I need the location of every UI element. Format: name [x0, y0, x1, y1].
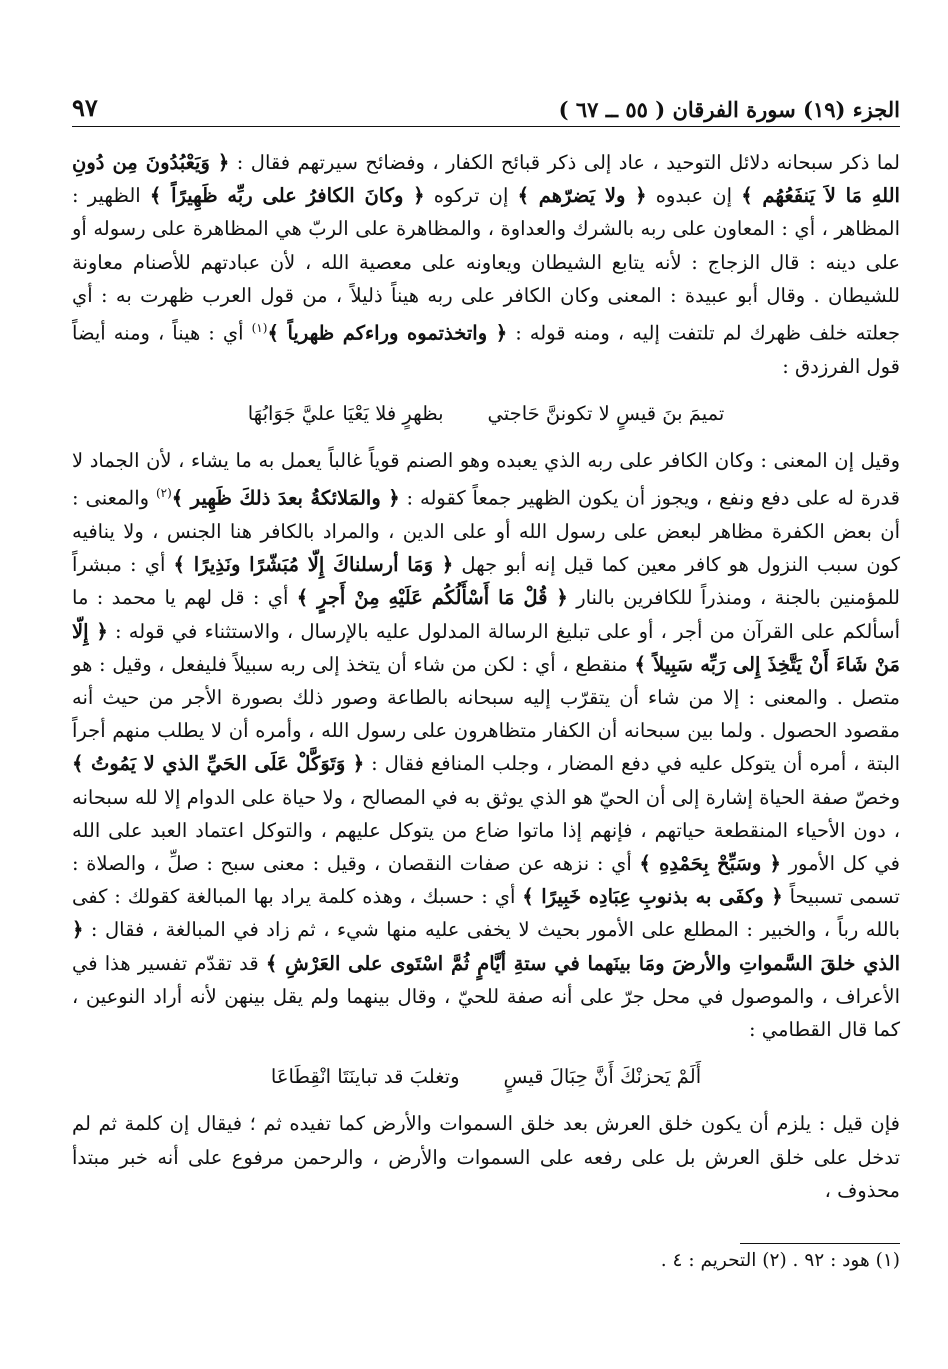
footnote-ref-1: (١): [251, 321, 268, 336]
text-run: أي : نزهه عن صفات النقصان ، وقيل : معنى سبح : صلِّ ، والصلاة : تسمى تسبيحاً: [72, 852, 900, 909]
paragraph-3: [72, 1107, 900, 1207]
text-run: أي : مبشراً للمؤمنين بالجنة ، ومنذراً للكافرين بالنار: [72, 553, 900, 610]
paragraph-2: [72, 444, 900, 1046]
verse-first-hemistich: أَلَمْ يَحزنْكَ أَنَّ حِبَالَ قيسٍ: [503, 1065, 702, 1089]
text-run: وقيل إن المعنى : وكان الكافر على ربه الذي يعبده وهو الصنم قوياً غالباً يعمل به ما يشاء ، لأن الجماد لا قدرة له على دفع ونفع ، ويجوز أن يكون الظهير جمعاً كقوله :: [72, 449, 900, 510]
quran-quote: ﴿ وسَبِّحْ بِحَمْدِهِ ﴾: [639, 852, 781, 876]
quran-quote: ﴿ إِلّا مَنْ شَاءَ أَنْ يَتَّخِذَ إِلى رَبِّه سَبِيلاً ﴾: [72, 619, 900, 676]
quran-quote: ﴿ الذي خلقَ السَّمواتِ والأرضَ ومَا بينَهما في ستةِ أيَّامٍ ثُمَّ اسْتَوى على العَرْشِ ﴾: [72, 918, 900, 975]
text-run: لما ذكر سبحانه دلائل التوحيد ، عاد إلى ذكر قبائح الكفار ، وفضائح سيرتهم فقال :: [229, 151, 900, 174]
footnote-separator: [740, 1243, 900, 1244]
quran-quote: ﴿ وَمَا أرسلناكَ إِلّا مُبَشّرًا ونَذِيرًا ﴾: [173, 553, 454, 577]
text-run: وخصّ صفة الحياة إشارة إلى أن الحيّ هو الذي يوثق به في المصالح ، ولا حياة على الدوام إلا لله سبحانه ، دون الأحياء المنقطعة حياتهم ، فإنهم إذا ماتوا ضاع من يتوكل عليهم ، والتوكل اعتماد العبد على الله في كل الأمور: [72, 785, 901, 876]
quran-quote: ﴿ وكفَى به بذنوبِ عِبَادِه خَبِيرًا ﴾: [522, 885, 783, 909]
text-run: قد تقدّم تفسير هذا في الأعراف ، والموصول في محل جرّ على أنه صفة للحيّ ، وقال بينهما ولم يقل بينهن لأنه أراد النوعين ، كما قال القطامي :: [72, 951, 900, 1042]
text-run: أي : حسبك ، وهذه كلمة يراد بها المبالغة كقولك : كفى بالله رباً ، والخبير : المطلع على الأمور بحيث لا يخفى عليه منها شيء ، ثم زاد في المبالغة ، فقال :: [72, 885, 900, 942]
quran-quote: ﴿ وَتَوَكَّلْ عَلَى الحَيِّ الذي لا يَمُوتُ ﴾: [72, 752, 365, 776]
footnote-ref-2: (٢): [155, 486, 172, 501]
quran-quote: ﴿ والمَلائكةُ بعدَ ذلكَ ظَهِير ﴾: [171, 486, 400, 510]
text-run: فإن قيل : يلزم أن يكون خلق العرش بعد خلق السموات والأرض كما تفيده ثم ؛ فيقال إن كلمة ثم لم تدخل على خلق العرش بل على رفعه على السموات والأرض ، والرحمن مرفوع على أنه خبر مبتدأ محذوف ،: [72, 1112, 900, 1202]
quran-quote: ﴿ ولا يَضرّهم ﴾: [517, 184, 647, 208]
verse-second-hemistich: بظهرٍ فلا يَعْيَا عليَّ جَوَابُهَا: [247, 401, 444, 425]
text-run: الظهير : المظاهر ، أي : المعاون على ربه بالشرك والعداوة ، والمظاهرة على الربّ هي المظاهرة على رسوله أو على دينه : قال الزجاج : لأنه يتابع الشيطان ويعاونه على معصية الله ، لأن عبادتهم للأصنام معاونة للشيطان . وقال أبو عبيدة : المعنى وكان الكافر على ربه هيناً ذليلاً ، من قول العرب ظهرت به : أي جعلته خلف ظهرك لم تلتفت إليه ، ومنه قوله :: [72, 184, 900, 345]
text-run: أي : هيناً ، ومنه أيضاً قول الفرزدق :: [72, 321, 900, 378]
text-run: أي : قل لهم يا محمد : ما أسألكم على القرآن من أجر ، أو على تبليغ الرسالة المدلول عليه بالإرسال ، والاستثناء في قوله :: [72, 586, 900, 643]
running-header: [72, 88, 900, 127]
footnotes: (١) هود : ٩٢ . (٢) التحريم : ٤ .: [660, 1250, 900, 1271]
quran-quote: ﴿ وكانَ الكافرُ على ربِّه ظَهِيرًاً ﴾: [149, 184, 425, 208]
text-run: إن عبدوه: [646, 184, 742, 208]
text-run: إن تركوه: [424, 184, 518, 208]
header-title: الجزء (١٩) سورة الفرقان ( ٥٥ ــ ٦٧ ): [558, 97, 900, 122]
text-run: منقطع ، أي : لكن من شاء أن يتخذ إلى ربه سبيلاً فليفعل ، وقيل : هو متصل . والمعنى : إلا من شاء أن يتقرّب إليه سبحانه بالطاعة وصور ذلك بصورة الأجر من حيث أنه مقصود الحصول . ولما بين سبحانه أن الكفار متظاهرون على رسول الله ، وأمره أن لا يطلب منهم أجراً البتة ، أمره أن يتوكل عليه في دفع المضار ، وجلب المنافع فقال :: [72, 652, 900, 776]
quran-quote: ﴿ قُلْ مَا أَسْأَلُكُم عَلَيْهِ مِنْ أَجرٍ ﴾: [296, 586, 568, 610]
poetry-verse-1: [72, 397, 900, 430]
verse-second-hemistich: وتغلبَ قد تباينَتَا انْقِطَاعَا: [270, 1065, 460, 1089]
quran-quote: ﴿ واتخذتموه وراءكم ظهرياً ﴾: [267, 321, 508, 345]
page-body: [72, 146, 900, 1207]
poetry-verse-2: [72, 1060, 900, 1093]
verse-first-hemistich: تميمَ بنَ قيسٍ لا تكوننَّ حَاجتي: [487, 401, 725, 425]
paragraph-1: [72, 146, 900, 383]
quran-quote: ﴿ وَيَعْبُدُونَ مِن دُونِ اللهِ مَا لاَ يَنفَعُهُم ﴾: [72, 151, 900, 208]
text-run: والمعنى : أن بعض الكفرة مظاهر لبعض على رسول الله أو على الدين ، والمراد بالكافر هنا الجنس ، ولا ينافيه كون سبب النزول هو كافر معين كما قيل إنه أبو جهل: [72, 486, 900, 577]
page-number: ٩٧: [72, 93, 98, 122]
